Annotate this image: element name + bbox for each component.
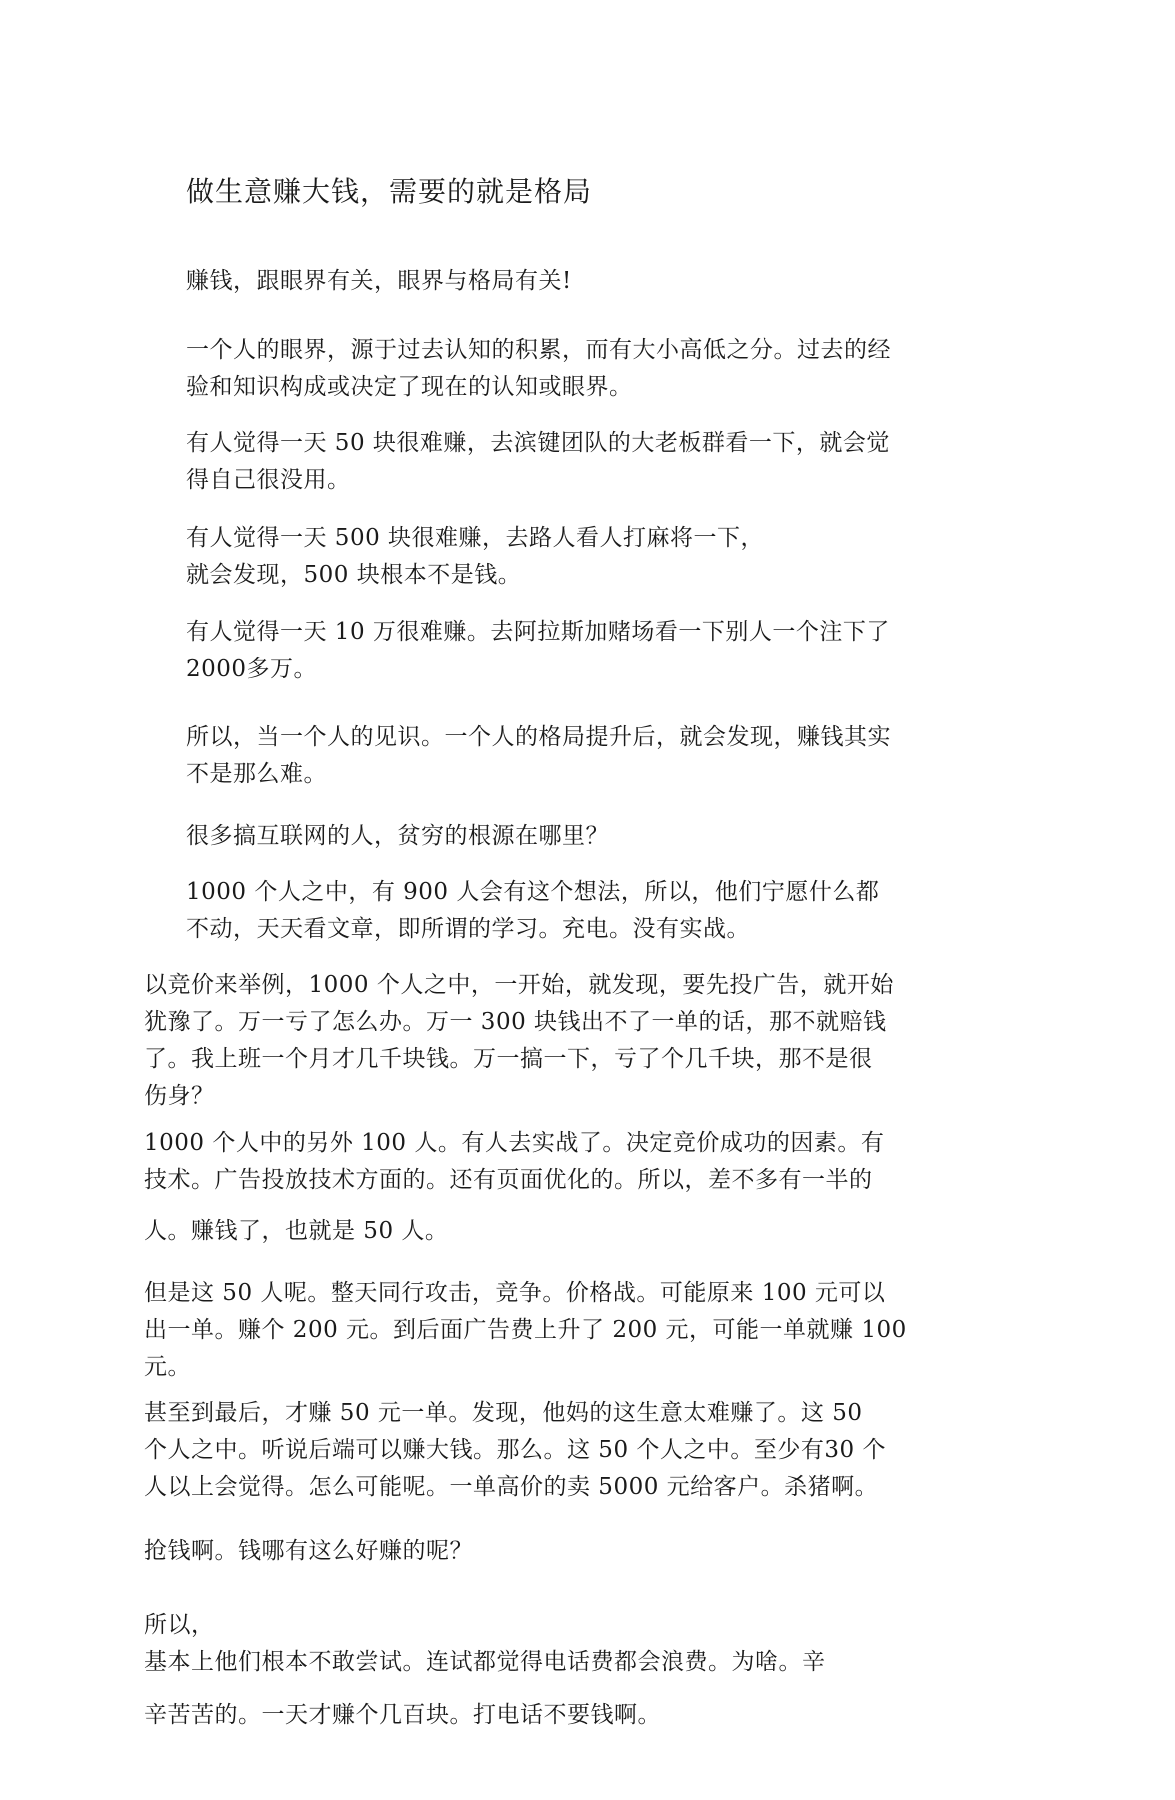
text-line: 元。 [144,1354,191,1380]
text-line: 但是这 50 人呢。整天同行攻击，竞争。价格战。可能原来 100 元可以 [144,1280,886,1306]
text-line: 人。赚钱了，也就是 50 人。 [144,1218,449,1244]
paragraph [186,425,1016,499]
text-line: 2000多万。 [186,656,318,682]
text-line: 以竞价来举例，1000 个人之中，一开始，就发现，要先投广告，就开始 [144,972,894,998]
paragraph [144,1275,1034,1386]
paragraph [144,1607,1034,1681]
text-line: 很多搞互联网的人，贫穷的根源在哪里？ [186,823,609,849]
text-line: 基本上他们根本不敢尝试。连试都觉得电话费都会浪费。为啥。辛 [144,1649,826,1675]
paragraph [186,263,1016,300]
text-line: 不是那么难。 [186,761,327,787]
paragraph [186,719,1016,793]
text-line: 有人觉得一天 500 块很难赚，去路人看人打麻将一下， [186,525,765,551]
text-line: 甚至到最后，才赚 50 元一单。发现，他妈的这生意太难赚了。这 50 [144,1400,863,1426]
text-line: 犹豫了。万一亏了怎么办。万一 300 块钱出不了一单的话，那不就赔钱 [144,1009,887,1035]
text-line: 不动，天天看文章，即所谓的学习。充电。没有实战。 [186,916,750,942]
paragraph [144,1395,1034,1506]
text-line: 所以， [144,1612,215,1638]
paragraph [144,1125,1034,1199]
paragraph [186,818,1016,855]
paragraph [186,614,1016,688]
text-line: 所以，当一个人的见识。一个人的格局提升后，就会发现，赚钱其实 [186,724,891,750]
text-line: 有人觉得一天 10 万很难赚。去阿拉斯加赌场看一下别人一个注下了 [186,619,890,645]
paragraph [186,874,1016,948]
paragraph [144,1213,1034,1250]
text-line: 得自己很没用。 [186,467,351,493]
paragraph [186,332,1016,406]
paragraph [144,967,1034,1115]
text-line: 辛苦苦的。一天才赚个几百块。打电话不要钱啊。 [144,1702,661,1728]
paragraph [144,1533,1034,1570]
text-line: 就会发现，500 块根本不是钱。 [186,562,522,588]
text-line: 有人觉得一天 50 块很难赚，去滨键团队的大老板群看一下，就会觉 [186,430,890,456]
text-line: 抢钱啊。钱哪有这么好赚的呢？ [144,1538,473,1564]
text-line: 一个人的眼界，源于过去认知的积累，而有大小高低之分。过去的经 [186,337,891,363]
text-line: 验和知识构成或决定了现在的认知或眼界。 [186,374,633,400]
document-title: 做生意赚大钱，需要的就是格局 [186,175,593,208]
text-line: 技术。广告投放技术方面的。还有页面优化的。所以，差不多有一半的 [144,1167,873,1193]
text-line: 伤身？ [144,1083,215,1109]
text-line: 赚钱，跟眼界有关，眼界与格局有关! [186,268,572,294]
text-line: 个人之中。听说后端可以赚大钱。那么。这 50 个人之中。至少有30 个 [144,1437,886,1463]
text-line: 出一单。赚个 200 元。到后面广告费上升了 200 元，可能一单就赚 100 [144,1317,907,1343]
text-line: 了。我上班一个月才几千块钱。万一搞一下，亏了个几千块，那不是很 [144,1046,873,1072]
paragraph [144,1697,1034,1734]
paragraph [186,520,1016,594]
text-line: 人以上会觉得。怎么可能呢。一单高价的卖 5000 元给客户。杀猪啊。 [144,1474,879,1500]
text-line: 1000 个人中的另外 100 人。有人去实战了。决定竞价成功的因素。有 [144,1130,885,1156]
text-line: 1000 个人之中，有 900 人会有这个想法，所以，他们宁愿什么都 [186,879,880,905]
